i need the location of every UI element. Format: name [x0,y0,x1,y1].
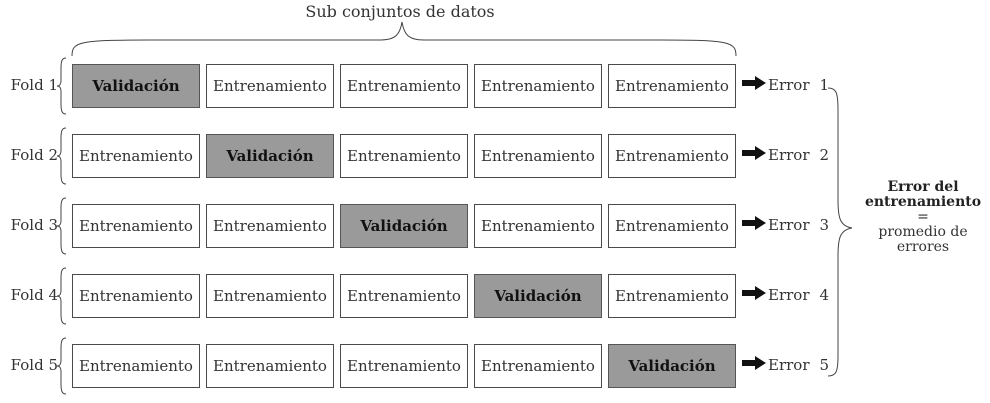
training-cell: Entrenamiento [608,64,736,108]
right-arrow-icon [742,216,766,234]
training-cell: Entrenamiento [340,344,468,388]
error-output [742,286,829,304]
training-cell: Entrenamiento [206,274,334,318]
fold-label: Fold 5 [10,356,58,374]
summary-equals: = [917,209,929,225]
summary-desc-line1: promedio de [878,224,968,240]
training-cell: Entrenamiento [72,134,200,178]
training-cell: Entrenamiento [206,64,334,108]
summary-desc-line2: errores [896,239,950,255]
fold-label: Fold 2 [10,146,58,164]
training-cell: Entrenamiento [474,344,602,388]
error-output [742,146,829,164]
subsets-label: Sub conjuntos de datos [305,2,495,21]
training-cell: Entrenamiento [474,64,602,108]
training-error-summary [858,180,988,255]
error-number: 2 [819,146,830,164]
top-brace [72,22,736,56]
summary-title-line2: entrenamiento [864,194,982,210]
error-label: Error [768,146,810,164]
training-cell: Entrenamiento [72,204,200,248]
validation-cell: Validación [474,274,602,318]
fold-brace [57,268,66,324]
error-output [742,216,829,234]
training-cell: Entrenamiento [72,344,200,388]
fold-label: Fold 4 [10,286,58,304]
training-cell: Entrenamiento [206,204,334,248]
training-cell: Entrenamiento [608,204,736,248]
fold-brace [57,128,66,184]
training-cell: Entrenamiento [72,274,200,318]
error-label: Error [768,76,810,94]
training-cell: Entrenamiento [206,344,334,388]
fold-brace [57,58,66,114]
training-cell: Entrenamiento [474,134,602,178]
right-arrow-icon [742,146,766,164]
error-label: Error [768,356,810,374]
error-number: 1 [819,76,830,94]
fold-label: Fold 3 [10,216,58,234]
error-output [742,76,829,94]
training-cell: Entrenamiento [340,134,468,178]
training-cell: Entrenamiento [340,64,468,108]
validation-cell: Validación [72,64,200,108]
training-cell: Entrenamiento [608,274,736,318]
right-brace [828,88,852,376]
validation-cell: Validación [340,204,468,248]
right-arrow-icon [742,286,766,304]
summary-title-line1: Error del [887,179,959,195]
error-output [742,356,829,374]
validation-cell: Validación [206,134,334,178]
right-arrow-icon [742,356,766,374]
training-cell: Entrenamiento [608,134,736,178]
error-label: Error [768,286,810,304]
training-cell: Entrenamiento [474,204,602,248]
fold-brace [57,338,66,394]
error-number: 3 [819,216,830,234]
error-label: Error [768,216,810,234]
training-cell: Entrenamiento [340,274,468,318]
error-number: 4 [819,286,830,304]
fold-label: Fold 1 [10,76,58,94]
error-number: 5 [819,356,830,374]
fold-brace [57,198,66,254]
validation-cell: Validación [608,344,736,388]
right-arrow-icon [742,76,766,94]
